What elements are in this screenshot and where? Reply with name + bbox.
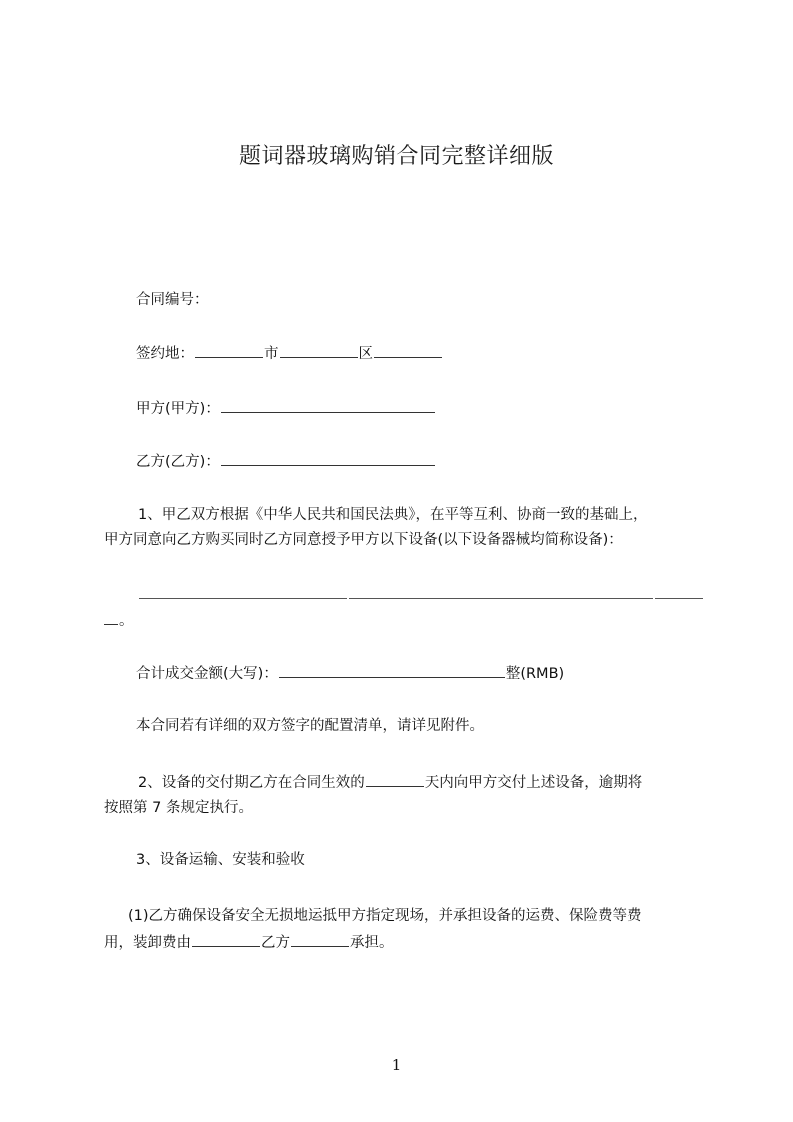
clause3-item1-middle: 乙方 [261, 935, 290, 951]
district-blank[interactable] [280, 343, 358, 358]
clause2-line2: 按照第 7 条规定执行。 [104, 800, 253, 816]
signing-place-line [136, 343, 443, 364]
equipment-blank-1[interactable] [139, 598, 347, 599]
total-amount-line [136, 663, 564, 684]
clause3-heading: 3、设备运输、安装和验收 [136, 852, 305, 868]
district-detail-blank[interactable] [374, 343, 442, 358]
city-blank[interactable] [195, 343, 263, 358]
party-b-blank[interactable] [221, 451, 435, 466]
clause3-item1-line1: (1)乙方确保设备安全无损地运抵甲方指定现场，并承担设备的运费、保险费等费 [128, 908, 642, 924]
total-amount-blank[interactable] [279, 663, 505, 678]
party-b-label: 乙方(乙方)： [136, 454, 220, 470]
clause2-text-before: 2、设备的交付期乙方在合同生效的 [138, 775, 365, 791]
clause2-text-after: 天内向甲方交付上述设备，逾期将 [424, 775, 643, 791]
signing-place-label: 签约地： [136, 346, 194, 362]
party-a-label: 甲方(甲方)： [136, 401, 220, 417]
contract-number-label: 合同编号： [136, 292, 209, 308]
party-a-blank[interactable] [221, 398, 435, 413]
party-a-line [136, 398, 436, 419]
clause2-line1 [138, 772, 642, 793]
loading-fee-blank-2[interactable] [291, 932, 349, 947]
total-amount-suffix: 整(RMB) [505, 666, 565, 682]
clause3-item1-after: 承担。 [350, 935, 394, 951]
equipment-blank-tail[interactable] [104, 610, 118, 625]
total-amount-label: 合计成交金额(大写)： [136, 666, 278, 682]
clause1-line1: 1、甲乙双方根据《中华人民共和国民法典》，在平等互利、协商一致的基础上， [138, 507, 648, 523]
contract-number-line [136, 290, 209, 310]
district-label: 区 [358, 346, 373, 362]
clause1-line2: 甲方同意向乙方购买同时乙方同意授予甲方以下设备(以下设备器械均简称设备)： [104, 532, 623, 548]
clause1-end-line [104, 610, 134, 631]
delivery-days-blank[interactable] [366, 772, 424, 787]
clause3-item1-before: 用，装卸费由 [104, 935, 191, 951]
attachment-note: 本合同若有详细的双方签字的配置清单，请详见附件。 [136, 718, 484, 734]
clause1-end-mark: 。 [119, 613, 134, 629]
city-label: 市 [264, 346, 279, 362]
document-title: 题词器玻璃购销合同完整详细版 [238, 144, 554, 169]
equipment-blank-3[interactable] [655, 598, 703, 599]
clause3-item1-line2 [104, 932, 394, 953]
party-b-line [136, 451, 436, 472]
loading-fee-blank-1[interactable] [192, 932, 260, 947]
page-number: 1 [391, 1056, 402, 1074]
equipment-blank-2[interactable] [349, 598, 653, 599]
